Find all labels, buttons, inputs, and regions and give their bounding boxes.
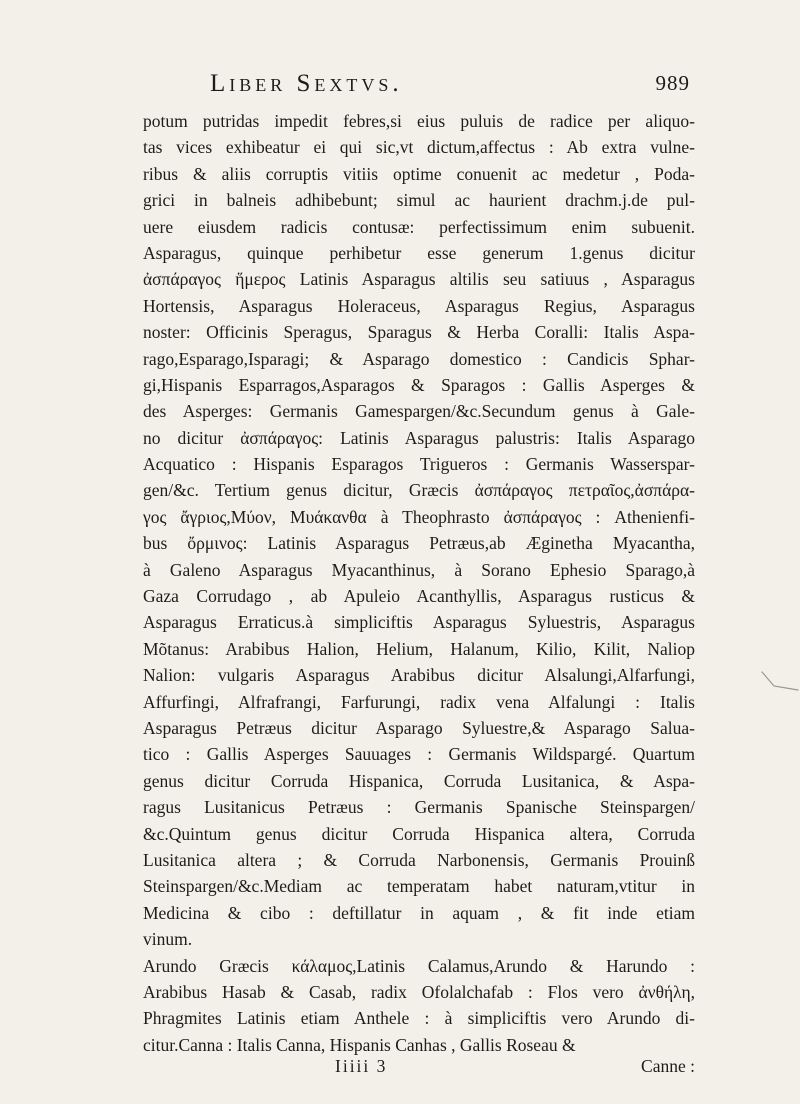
running-title: Liber Sextvs. [210,70,403,97]
text-line: grici in balneis adhibebunt; simul ac haurient drachm.j.de pul- [143,190,695,211]
text-line: Mõtanus: Arabibus Halion, Helium, Halanum, Kilio, Kilit, Naliop [143,638,695,659]
running-head [210,70,690,104]
margin-pencil-mark [760,668,800,696]
text-line: rago,Esparago,Isparagi; & Asparago domestico : Candicis Sphar- [143,348,695,369]
text-line: Asparagus Petræus dicitur Asparago Syluestre,& Asparago Salua- [143,717,695,738]
text-line: vinum. [143,929,193,950]
signature-mark: Iiiii 3 [335,1056,388,1076]
text-line: potum putridas impedit febres,si eius puluis de radice per aliquo- [143,111,695,131]
catchword: Canne : [641,1056,695,1076]
text-line: gi,Hispanis Esparragos,Asparagos & Sparagos : Gallis Asperges & [143,374,695,395]
text-line: &c.Quintum genus dicitur Corruda Hispanica altera, Corruda [143,823,695,844]
text-line: γος ἄγριος,Μύον, Μυάκανθα à Theophrasto ἀσπάραγος : Athenienfi- [143,506,695,527]
text-line: Acquatico : Hispanis Esparagos Trigueros : Germanis Wasserspar- [143,454,695,475]
text-line: à Galeno Asparagus Myacanthinus, à Sorano Ephesio Sparago,à [143,559,695,580]
text-line: no dicitur ἀσπάραγος: Latinis Asparagus palustris: Italis Asparago [143,427,695,448]
text-line: gen/&c. Tertium genus dicitur, Græcis ἀσπάραγος πετραῖος,ἀσπάρα- [143,480,695,501]
text-line: ragus Lusitanicus Petræus : Germanis Spanische Steinspargen/ [143,797,695,818]
text-line: tas vices exhibeatur ei qui sic,vt dictum,affectus : Ab extra vulne- [143,137,695,158]
body-text [143,108,695,1058]
text-line: ribus & aliis corruptis vitiis optime conuenit ac medetur , Poda- [143,163,695,184]
text-line: noster: Officinis Speragus, Sparagus & Herba Coralli: Italis Aspa- [143,322,695,343]
text-line: Affurfingi, Alfrafrangi, Farfurungi, radix vena Alfalungi : Italis [143,691,695,712]
text-line: Medicina & cibo : deftillatur in aquam , & fit inde etiam [143,902,695,923]
text-line: Asparagus Erraticus.à simpliciftis Asparagus Syluestris, Asparagus [143,612,695,633]
text-line: tico : Gallis Asperges Sauuages : Germanis Wildspargé. Quartum [143,744,695,765]
text-line: Hortensis, Asparagus Holeraceus, Asparagus Regius, Asparagus [143,295,695,316]
text-line: Arabibus Hasab & Casab, radix Ofolalchafab : Flos vero ἀνθήλη, [143,981,695,1002]
text-line: Nalion: vulgaris Asparagus Arabibus dicitur Alsalungi,Alfarfungi, [143,665,695,686]
text-line: Lusitanica altera ; & Corruda Narbonensis, Germanis Prouinß [143,849,695,870]
page-footer [143,1056,695,1080]
text-line: ἀσπάραγος ἥμερος Latinis Asparagus altilis seu satiuus , Asparagus [143,269,695,290]
text-line: bus ὄρμινος: Latinis Asparagus Petræus,ab Æginetha Myacantha, [143,533,695,554]
page-number: 989 [655,71,690,95]
text-line: citur.Canna : Italis Canna, Hispanis Canhas , Gallis Roseau & [143,1034,576,1055]
text-line: Gaza Corrudago , ab Apuleio Acanthyllis, Asparagus rusticus & [143,586,695,607]
text-line: uere eiusdem radicis contusæ: perfectissimum enim subuenit. [143,216,695,237]
text-line: des Asperges: Germanis Gamespargen/&c.Secundum genus à Gale- [143,401,695,422]
text-line: Arundo Græcis κάλαμος,Latinis Calamus,Arundo & Harundo : [143,955,695,976]
text-line: Asparagus, quinque perhibetur esse generum 1.genus dicitur [143,242,695,263]
text-line: Phragmites Latinis etiam Anthele : à simpliciftis vero Arundo di- [143,1008,695,1029]
text-line: Steinspargen/&c.Mediam ac temperatam habet naturam,vtitur in [143,876,695,897]
text-line: genus dicitur Corruda Hispanica, Corruda Lusitanica, & Aspa- [143,770,695,791]
